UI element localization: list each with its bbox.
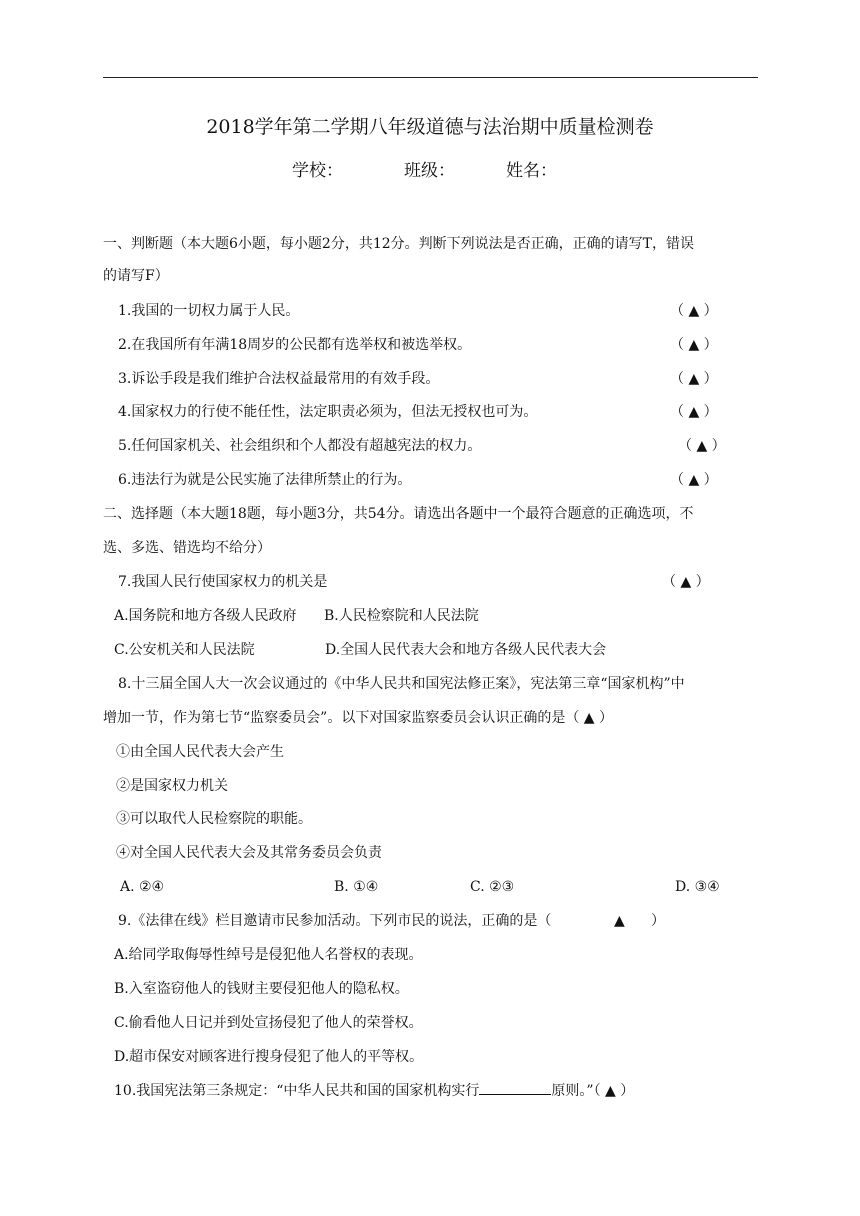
section2-heading: 二、选择题（本大题18题，每小题3分，共54分。请选出各题中一个最符合题意的正确选项，不 xyxy=(103,506,694,522)
question-8-cont: 增加一节，作为第七节“监察委员会”。以下对国家监察委员会认识正确的是（ ▲ ） xyxy=(103,710,613,726)
question-2: 2.在我国所有年满18周岁的公民都有选举权和被选举权。 xyxy=(118,337,472,353)
class-label: 班级： xyxy=(404,161,455,181)
question-8: 8.十三届全国人大一次会议通过的《中华人民共和国宪法修正案》，宪法第三章“国家机构”中 xyxy=(118,676,685,692)
page-title: 2018学年第二学期八年级道德与法治期中质量检测卷 xyxy=(206,116,654,138)
q8-statement-4: ④对全国人民代表大会及其常务委员会负责 xyxy=(116,845,382,861)
section1-heading: 一、判断题（本大题6小题，每小题2分，共12分。判断下列说法是否正确，正确的请写T，错误 xyxy=(103,236,694,252)
q7-option-a: A.国务院和地方各级人民政府 xyxy=(114,608,297,624)
school-label: 学校： xyxy=(292,161,343,181)
q8-statement-1: ①由全国人民代表大会产生 xyxy=(116,744,284,760)
question-4: 4.国家权力的行使不能任性，法定职责必须为，但法无授权也可为。 xyxy=(118,404,538,420)
answer-mark-4: （ ▲ ） xyxy=(670,404,718,420)
answer-mark-3: （ ▲ ） xyxy=(670,371,718,387)
answer-mark-5: （ ▲ ） xyxy=(678,438,726,454)
q10-stem-before: 10.我国宪法第三条规定：“中华人民共和国的国家机构实行 xyxy=(114,1083,480,1099)
section1-heading-cont: 的请写F） xyxy=(103,268,169,284)
answer-mark-1: （ ▲ ） xyxy=(670,303,718,319)
q8-statement-2: ②是国家权力机关 xyxy=(116,778,228,794)
answer-mark-2: （ ▲ ） xyxy=(670,337,718,353)
top-rule xyxy=(103,77,758,78)
question-10 xyxy=(114,1082,634,1100)
q8-option-c: C. ②③ xyxy=(470,879,515,895)
q9-option-d: D.超市保安对顾客进行搜身侵犯了他人的平等权。 xyxy=(114,1049,424,1065)
question-7: 7.我国人民行使国家权力的机关是 xyxy=(118,574,328,590)
q9-option-c: C.偷看他人日记并到处宣扬侵犯了他人的荣誉权。 xyxy=(114,1015,423,1031)
q7-option-d: D.全国人民代表大会和地方各级人民代表大会 xyxy=(325,642,607,658)
q8-option-d: D. ③④ xyxy=(675,879,720,895)
question-3: 3.诉讼手段是我们维护合法权益最常用的有效手段。 xyxy=(118,371,440,387)
q10-answer-blank xyxy=(479,1082,551,1095)
q8-option-b: B. ①④ xyxy=(334,879,379,895)
question-1: 1.我国的一切权力属于人民。 xyxy=(118,303,300,319)
section2-heading-cont: 选、多选、错选均不给分） xyxy=(103,540,271,556)
answer-mark-7: （ ▲ ） xyxy=(662,574,710,590)
q9-option-b: B.入室盗窃他人的钱财主要侵犯他人的隐私权。 xyxy=(114,981,409,997)
q7-option-c: C.公安机关和人民法院 xyxy=(114,642,255,658)
q9-option-a: A.给同学取侮辱性绰号是侵犯他人名誉权的表现。 xyxy=(114,947,423,963)
question-6: 6.违法行为就是公民实施了法律所禁止的行为。 xyxy=(118,472,412,488)
q8-option-a: A. ②④ xyxy=(120,879,165,895)
answer-mark-6: （ ▲ ） xyxy=(670,472,718,488)
name-label: 姓名： xyxy=(506,161,557,181)
question-5: 5.任何国家机关、社会组织和个人都没有超越宪法的权力。 xyxy=(118,438,482,454)
q8-statement-3: ③可以取代人民检察院的职能。 xyxy=(116,811,312,827)
q7-option-b: B.人民检察院和人民法院 xyxy=(324,608,479,624)
answer-mark-9: ▲ xyxy=(614,913,625,929)
question-9: 9.《法律在线》栏目邀请市民参加活动。下列市民的说法，正确的是（ xyxy=(118,913,552,929)
q10-stem-after: 原则。”（ ▲ ） xyxy=(551,1083,635,1099)
answer-mark-9-close: ） xyxy=(651,913,665,929)
